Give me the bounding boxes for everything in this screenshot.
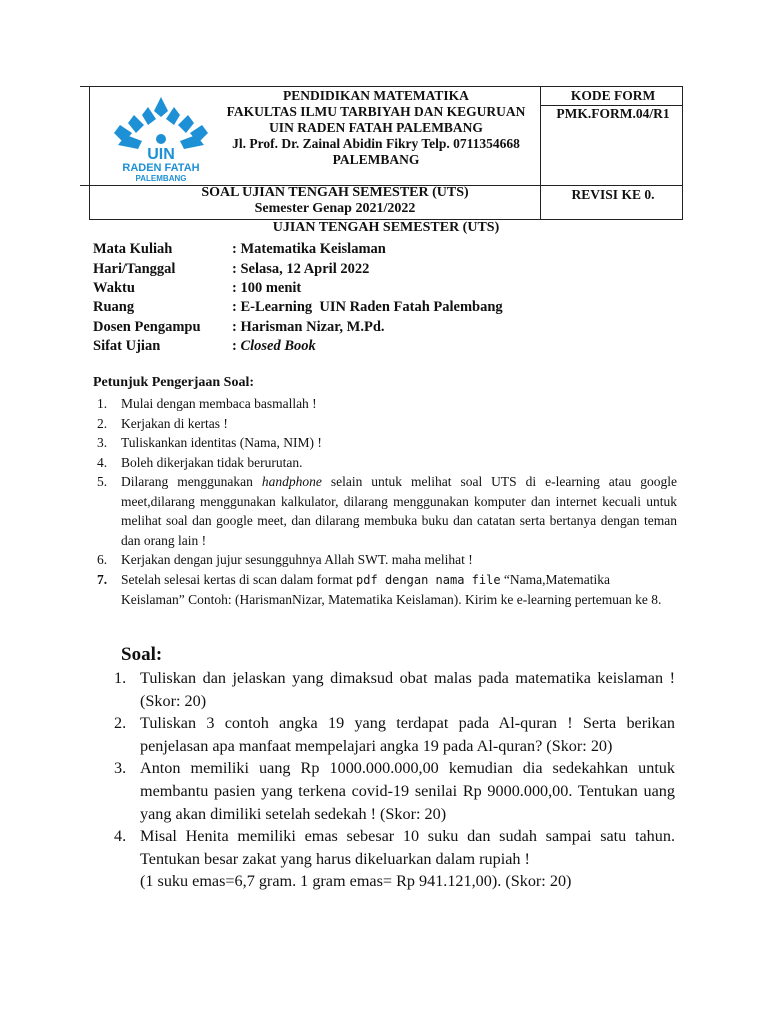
- list-item: [93, 570, 677, 610]
- info-row: [93, 259, 503, 278]
- item-text-part: Setelah selesai kertas di scan dalam format: [121, 571, 357, 587]
- item-text: Tuliskankan identitas (Nama, NIM) !: [121, 435, 322, 450]
- question-number: 2.: [114, 714, 127, 733]
- question-item: [114, 712, 675, 757]
- info-value: : Harisman Nizar, M.Pd.: [232, 318, 385, 335]
- info-value: : Matematika Keislaman: [232, 241, 386, 258]
- kode-form-value: PMK.FORM.04/R1: [556, 106, 670, 121]
- question-note: (1 suku emas=6,7 gram. 1 gram emas= Rp 941.121,00). (Skor: 20): [140, 872, 572, 891]
- item-text-part: Dilarang menggunakan: [121, 474, 262, 489]
- question-number: 1.: [114, 669, 127, 687]
- uin-logo: [104, 95, 218, 183]
- info-row: [93, 279, 503, 298]
- info-value-prefix: :: [232, 338, 241, 355]
- exam-title-block: [130, 185, 540, 217]
- item-text-part: “Nama,Matematika Keislaman” Contoh: (HarismanNizar, Matematika Keislaman). Kirim ke e-learning pertemuan ke 8.: [121, 571, 662, 607]
- info-value: : E-Learning UIN Raden Fatah Palembang: [232, 299, 503, 316]
- info-label: Sifat Ujian: [93, 338, 161, 355]
- margin-tick-top: [80, 86, 89, 87]
- item-number: 5.: [97, 474, 108, 489]
- logo-city-text: PALEMBANG: [135, 174, 187, 183]
- revisi-label: REVISI KE 0.: [571, 187, 655, 202]
- item-text-italic: handphone: [261, 474, 322, 489]
- kode-form-block: [542, 88, 684, 122]
- item-text: [121, 570, 677, 610]
- item-number: 6.: [97, 552, 108, 567]
- question-number: 3.: [114, 759, 127, 778]
- question-text: Anton memiliki uang Rp 1000.000.000,00 kemudian dia sedekahkan untuk membantu pasien yang terkena covid-19 senilai Rp 9000.000,00. Tentukan uang yang akan dimiliki setelah sedekah ! (Skor: 20): [140, 759, 675, 823]
- institution-line: PALEMBANG: [332, 152, 420, 167]
- info-row: [93, 298, 503, 317]
- questions-list: [114, 667, 675, 893]
- info-row: [93, 337, 503, 356]
- item-text: [121, 472, 677, 550]
- semester-label: Semester Genap 2021/2022: [254, 201, 416, 216]
- item-text-part: selain untuk melihat soal UTS di e-learning atau google meet,dilarang menggunakan kalkulator, dilarang menggunakan komputer dan internet kecuali untuk melihat soal dan google meet, dan dilarang membuka buku dan catatan serta bertanya dengan teman dan orang lain !: [121, 474, 677, 548]
- logo-uin-text: UIN: [147, 146, 175, 163]
- item-text: Kerjakan di kertas !: [121, 415, 228, 431]
- info-label: Waktu: [93, 279, 135, 296]
- question-item: [114, 757, 675, 825]
- institution-line: UIN RADEN FATAH PALEMBANG: [269, 120, 483, 135]
- info-value: [232, 338, 316, 355]
- item-number: 3.: [97, 435, 108, 450]
- item-number: 7.: [97, 571, 108, 587]
- instructions-title: Petunjuk Pengerjaan Soal:: [93, 375, 254, 390]
- exam-title: SOAL UJIAN TENGAH SEMESTER (UTS): [201, 185, 469, 200]
- list-item: [93, 550, 677, 570]
- info-row: [93, 318, 503, 337]
- item-text-mono: pdf dengan nama file: [356, 572, 501, 587]
- question-text-main: Misal Henita memiliki emas sebesar 10 suku dan sudah sampai satu tahun. Tentukan besar zakat yang harus dikeluarkan dalam rupiah !: [140, 827, 675, 868]
- instructions-list: [93, 394, 677, 610]
- question-text: [140, 825, 675, 893]
- institution-line: PENDIDIKAN MATEMATIKA: [283, 88, 469, 103]
- info-label: Ruang: [93, 299, 135, 316]
- item-number: 1.: [97, 396, 108, 411]
- institution-block: [213, 88, 539, 168]
- question-number: 4.: [114, 827, 127, 846]
- question-item: [114, 667, 675, 712]
- question-item: [114, 825, 675, 893]
- item-text: Kerjakan dengan jujur sesungguhnya Allah SWT. maha melihat !: [121, 552, 473, 567]
- header-table: [89, 86, 683, 220]
- info-label: Dosen Pengampu: [93, 318, 201, 335]
- item-text: Boleh dikerjakan tidak berurutan.: [121, 454, 303, 470]
- info-value-italic: Closed Book: [240, 338, 316, 355]
- margin-tick-bottom: [80, 185, 89, 186]
- list-item: [93, 394, 677, 414]
- logo-name-text: RADEN FATAH: [122, 162, 200, 174]
- info-label: Hari/Tanggal: [93, 260, 176, 277]
- info-value: : 100 menit: [232, 279, 302, 296]
- list-item: [93, 414, 677, 434]
- item-number: 2.: [97, 415, 108, 431]
- question-text: Tuliskan dan jelaskan yang dimaksud obat malas pada matematika keislaman ! (Skor: 20): [140, 669, 675, 710]
- questions-title: Soal:: [121, 644, 163, 665]
- institution-line: Jl. Prof. Dr. Zainal Abidin Fikry Telp. 0711354668: [232, 136, 520, 151]
- info-value: : Selasa, 12 April 2022: [232, 260, 370, 277]
- kode-form-label: KODE FORM: [570, 88, 656, 103]
- page-title: UJIAN TENGAH SEMESTER (UTS): [272, 220, 500, 235]
- item-number: 4.: [97, 454, 108, 470]
- exam-info: [93, 240, 503, 356]
- header-divider: [540, 87, 541, 219]
- list-item: [93, 453, 677, 473]
- info-row: [93, 240, 503, 259]
- info-label: Mata Kuliah: [93, 241, 173, 258]
- question-text: Tuliskan 3 contoh angka 19 yang terdapat pada Al-quran ! Serta berikan penjelasan apa manfaat mempelajari angka 19 pada Al-quran? (Skor: 20): [140, 714, 675, 755]
- list-item: [93, 433, 677, 453]
- institution-line: FAKULTAS ILMU TARBIYAH DAN KEGURUAN: [226, 104, 526, 119]
- list-item: [93, 472, 677, 550]
- item-text: Mulai dengan membaca basmallah !: [121, 396, 317, 411]
